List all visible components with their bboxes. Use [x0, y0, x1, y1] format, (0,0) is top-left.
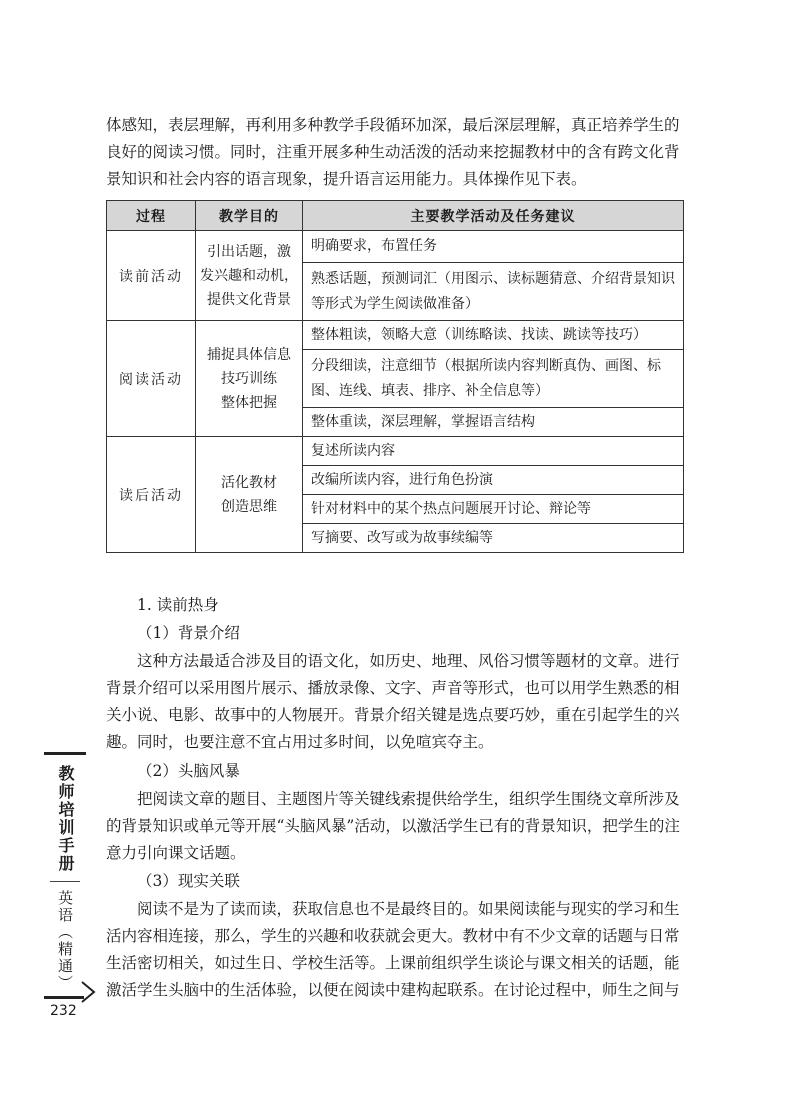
- subheading-background: （1）背景介绍: [137, 624, 240, 642]
- header-purpose: 教学目的: [196, 201, 303, 231]
- purpose-pre-reading: 引出话题，激 发兴趣和动机， 提供文化背景: [196, 231, 303, 321]
- table-row: [107, 437, 684, 466]
- table-row: [107, 321, 684, 350]
- paragraph-reality: 阅读不是为了读而读，获取信息也不是最终目的。如果阅读能与现实的学习和生活内容相连接，那么，学生的兴趣和收获就会更大。教材中有不少文章的话题与日常生活密切相关，如过生日、学校生活等。上课前组织学生谈论与课文相关的话题，能激活学生头脑中的生活体验，以便在阅读中建构起联系。在讨论过程中，师生之间与: [106, 900, 680, 999]
- task-cell: 整体重读，深层理解，掌握语言结构: [303, 408, 684, 437]
- header-stage: 过程: [107, 201, 196, 231]
- task-cell: 熟悉话题，预测词汇（用图示、读标题猜意、介绍背景知识等形式为学生阅读做准备）: [303, 263, 684, 321]
- paragraph-brainstorm: 把阅读文章的题目、主题图片等关键线索提供给学生，组织学生围绕文章所涉及的背景知识或单元等开展“头脑风暴”活动，以激活学生已有的背景知识，把学生的注意力引向课文话题。: [106, 790, 680, 862]
- book-subtitle: 英语（精通）: [56, 890, 74, 992]
- task-cell: 写摘要、改写或为故事续编等: [303, 524, 684, 553]
- purpose-post-reading: 活化教材 创造思维: [196, 437, 303, 553]
- side-divider: [50, 881, 80, 882]
- stage-post-reading: 读后活动: [107, 437, 196, 553]
- page-number: 232: [50, 1003, 77, 1019]
- task-cell: 分段细读，注意细节（根据所读内容判断真伪、画图、标图、连线、填表、排序、补全信息等）: [303, 350, 684, 408]
- book-title: 教师培训手册: [56, 765, 75, 873]
- side-tab: [44, 752, 86, 992]
- task-cell: 改编所读内容，进行角色扮演: [303, 466, 684, 495]
- task-cell: 针对材料中的某个热点问题展开讨论、辩论等: [303, 495, 684, 524]
- purpose-while-reading: 捕捉具体信息 技巧训练 整体把握: [196, 321, 303, 437]
- subheading-brainstorm: （2）头脑风暴: [137, 762, 240, 780]
- intro-paragraph: 体感知，表层理解，再利用多种教学手段循环加深，最后深层理解，真正培养学生的良好的阅读习惯。同时，注重开展多种生动活泼的活动来挖掘教材中的含有跨文化背景知识和社会内容的语言现象，提升语言运用能力。具体操作见下表。: [106, 116, 680, 188]
- paragraph-background: 这种方法最适合涉及目的语文化，如历史、地理、风俗习惯等题材的文章。进行背景介绍可以采用图片展示、播放录像、文字、声音等形式，也可以用学生熟悉的相关小说、电影、故事中的人物展开。背景介绍关键是选点要巧妙，重在引起学生的兴趣。同时，也要注意不宜占用过多时间，以免喧宾夺主。: [106, 652, 680, 751]
- subheading-reality: （3）现实关联: [137, 872, 240, 890]
- section-heading: 1. 读前热身: [137, 596, 219, 614]
- table-header-row: [107, 201, 684, 231]
- task-cell: 明确要求，布置任务: [303, 231, 684, 263]
- task-cell: 整体粗读，领略大意（训练略读、找读、跳读等技巧）: [303, 321, 684, 350]
- stage-pre-reading: 读前活动: [107, 231, 196, 321]
- task-cell: 复述所读内容: [303, 437, 684, 466]
- header-tasks: 主要教学活动及任务建议: [303, 201, 684, 231]
- reading-activities-table: [106, 200, 684, 553]
- table-row: [107, 231, 684, 263]
- stage-while-reading: 阅读活动: [107, 321, 196, 437]
- chevron-right-icon: [78, 980, 98, 1004]
